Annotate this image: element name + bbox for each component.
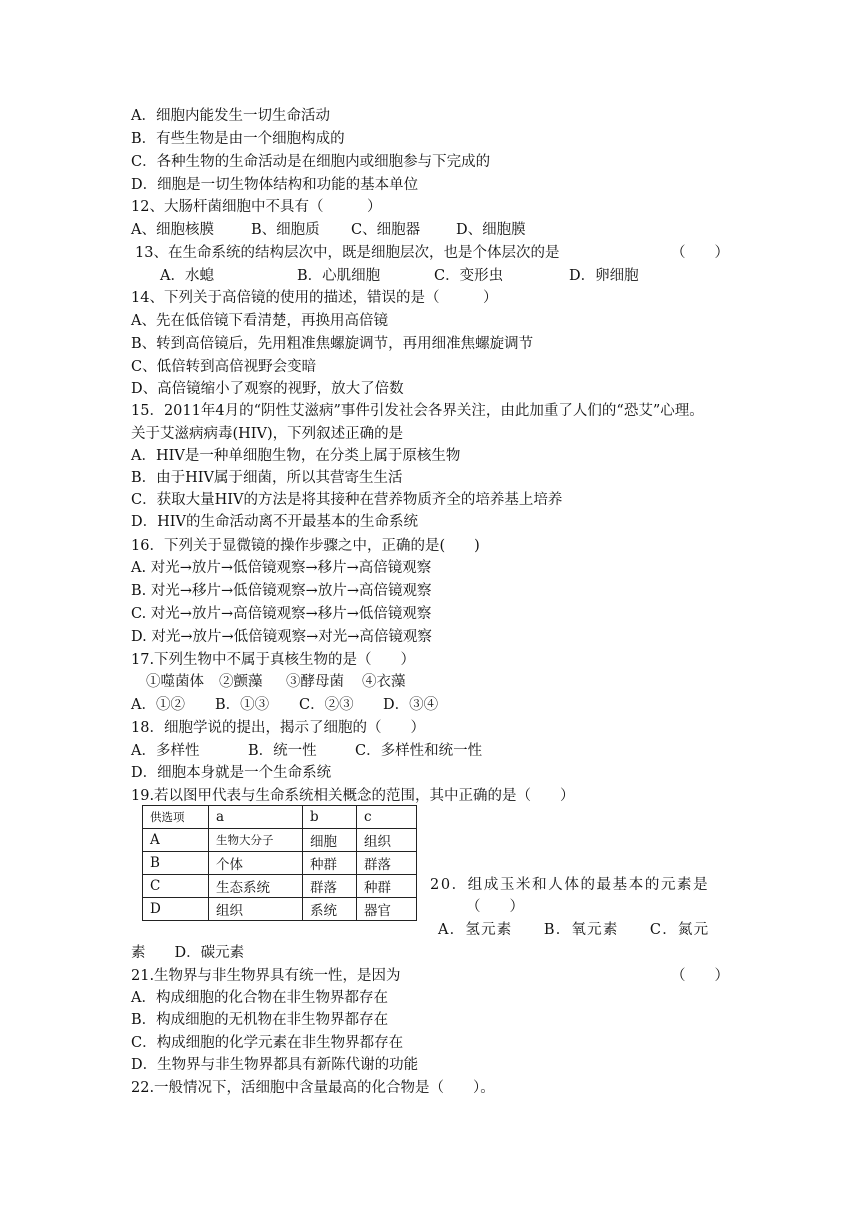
q15-option-c: C．获取大量HIV的方法是将其接种在营养物质齐全的培养基上培养 [131,492,563,508]
q17-option-b: B．①③ [215,697,270,713]
q20-stem: 20．组成玉米和人体的最基本的元素是 [430,877,710,893]
header-cell: c [357,806,417,829]
q11-option-c: C．各种生物的生命活动是在细胞内或细胞参与下完成的 [131,154,491,170]
q14-option-c: C、低倍转到高倍视野会变暗 [131,359,317,375]
table-cell: 生态系统 [209,875,303,898]
q21-option-a: A．构成细胞的化合物在非生物界都存在 [131,990,388,1006]
q17-option-d: D．③④ [383,697,439,713]
q20-options-line: A．氢元素 B．氧元素 C．氮元 [438,922,710,938]
table-cell: B [143,852,209,875]
q21-option-b: B．构成细胞的无机物在非生物界都存在 [131,1012,389,1028]
table-cell: 个体 [209,852,303,875]
table-row [143,898,417,921]
q16-option-a: A. 对光→放片→低倍镜观察→移片→高倍镜观察 [131,560,432,576]
q19-table [142,805,417,921]
q21-option-c: C．构成细胞的化学元素在非生物界都存在 [131,1035,404,1051]
q17-item-4: ④衣藻 [362,674,406,690]
q11-option-b: B．有些生物是由一个细胞构成的 [131,131,345,147]
q17-option-c: C．②③ [299,697,354,713]
table-cell: 群落 [357,852,417,875]
q13-option-c: C．变形虫 [434,268,504,284]
q17-option-a: A．①② [131,697,185,713]
q15-option-a: A．HIV是一种单细胞生物，在分类上属于原核生物 [131,448,461,464]
q14-stem: 14、下列关于高倍镜的使用的描述，错误的是（ ） [131,290,498,306]
q15-option-b: B．由于HIV属于细菌，所以其营寄生生活 [131,470,403,486]
q13-option-d: D．卵细胞 [569,268,639,284]
table-cell: 种群 [303,852,357,875]
q17-item-3: ③酵母菌 [286,674,344,690]
q13-answer-paren: （ ） [671,245,729,261]
table-cell: 系统 [303,898,357,921]
q18-option-b: B．统一性 [248,743,317,759]
header-cell: a [209,806,303,829]
table-cell: 组织 [209,898,303,921]
q22-stem: 22.一般情况下，活细胞中含量最高的化合物是（ ）。 [131,1080,495,1096]
table-cell: 种群 [357,875,417,898]
q15-option-d: D．HIV的生命活动离不开最基本的生命系统 [131,514,418,530]
q14-option-b: B、转到高倍镜后，先用粗准焦螺旋调节，再用细准焦螺旋调节 [131,336,534,352]
table-cell: 生物大分子 [209,829,303,852]
q21-answer-paren: （ ） [671,968,729,984]
q13-options [160,266,639,286]
table-header-row [143,806,417,829]
table-cell: 器官 [357,898,417,921]
header-cell: 供选项 [143,806,209,829]
table-cell: C [143,875,209,898]
table-cell: D [143,898,209,921]
q15-stem-line1: 15．2011年4月的“阴性艾滋病”事件引发社会各界关注，由此加重了人们的“恐艾”心理。 [131,403,704,419]
header-cell: b [303,806,357,829]
q13-stem: 13、在生命系统的结构层次中，既是细胞层次，也是个体层次的是 [135,245,560,261]
q11-option-a: A．细胞内能发生一切生命活动 [131,108,330,124]
q12-option-a: A、细胞核膜 [131,222,214,238]
q16-option-c: C. 对光→放片→高倍镜观察→移片→低倍镜观察 [131,606,432,622]
q13-option-a: A．水螅 [160,268,214,284]
table-cell: A [143,829,209,852]
q16-stem: 16．下列关于显微镜的操作步骤之中，正确的是( ) [131,538,480,554]
q17-options [131,695,438,715]
table-row [143,829,417,852]
q19-stem: 19.若以图甲代表与生命系统相关概念的范围，其中正确的是（ ） [131,788,575,804]
q17-item-2: ②颤藻 [219,674,263,690]
q12-stem: 12、大肠杆菌细胞中不具有（ ） [131,199,382,215]
q16-option-b: B. 对光→移片→低倍镜观察→放片→高倍镜观察 [131,583,432,599]
table-cell: 群落 [303,875,357,898]
q12-option-c: C、细胞器 [351,222,421,238]
q14-option-d: D、高倍镜缩小了观察的视野，放大了倍数 [131,381,404,397]
q15-stem-line2: 关于艾滋病病毒(HIV)，下列叙述正确的是 [131,426,404,442]
q18-option-a: A．多样性 [131,743,200,759]
q21-option-d: D．生物界与非生物界都具有新陈代谢的功能 [131,1057,419,1073]
q12-options [131,220,526,240]
table-cell: 组织 [357,829,417,852]
q12-option-b: B、细胞质 [251,222,320,238]
table-row [143,875,417,898]
q17-item-1: ①噬菌体 [146,674,204,690]
q12-option-d: D、细胞膜 [456,222,526,238]
q13-option-b: B．心肌细胞 [297,268,381,284]
q18-options [131,741,482,761]
q14-option-a: A、先在低倍镜下看清楚，再换用高倍镜 [131,313,388,329]
table-row [143,852,417,875]
table-cell: 细胞 [303,829,357,852]
q21-stem: 21.生物界与非生物界具有统一性，是因为 [131,968,401,984]
q16-option-d: D. 对光→放片→低倍镜观察→对光→高倍镜观察 [131,629,432,645]
q18-stem: 18．细胞学说的提出，揭示了细胞的（ ） [131,720,425,736]
q18-option-c: C．多样性和统一性 [355,743,483,759]
q20-answer-paren: （ ） [466,899,524,915]
q20-options-continued: 素 D．碳元素 [131,945,245,961]
q17-items [146,672,406,692]
q11-option-d: D．细胞是一切生物体结构和功能的基本单位 [131,177,419,193]
q17-stem: 17.下列生物中不属于真核生物的是（ ） [131,652,416,668]
q18-option-d: D．细胞本身就是一个生命系统 [131,765,332,781]
